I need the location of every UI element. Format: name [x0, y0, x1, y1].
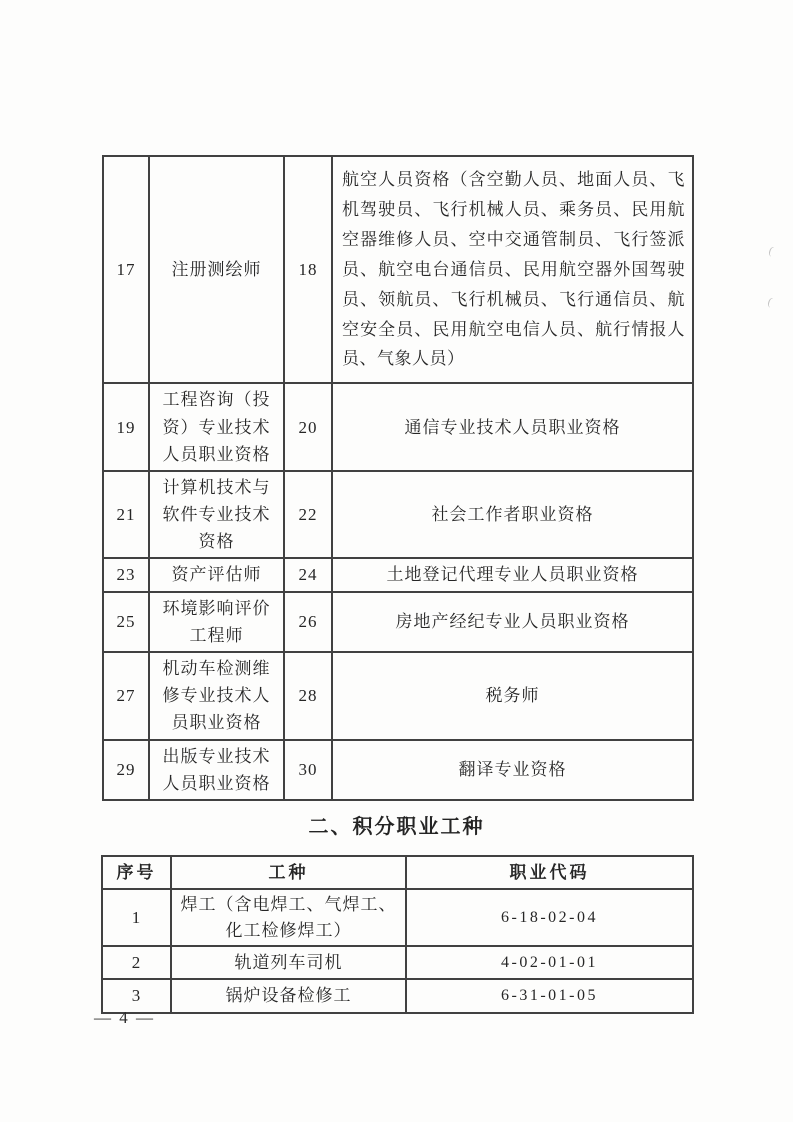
table-row [103, 558, 693, 591]
table-row [102, 889, 693, 946]
job-name-cell: 锅炉设备检修工 [171, 979, 406, 1012]
scan-artifact: ( [766, 295, 774, 309]
qualification-name-cell: 税务师 [332, 652, 693, 740]
seq-cell: 19 [103, 383, 149, 471]
seq-cell: 17 [103, 156, 149, 383]
job-code-cell: 6-31-01-05 [406, 979, 693, 1012]
qualification-name-cell: 土地登记代理专业人员职业资格 [332, 558, 693, 591]
qualification-name-cell: 社会工作者职业资格 [332, 471, 693, 559]
qualification-name-cell: 计算机技术与软件专业技术资格 [149, 471, 284, 559]
seq-cell: 3 [102, 979, 171, 1012]
qualification-name-cell: 资产评估师 [149, 558, 284, 591]
seq-cell: 26 [284, 592, 332, 652]
seq-cell: 20 [284, 383, 332, 471]
seq-cell: 22 [284, 471, 332, 559]
qualification-name-cell: 环境影响评价工程师 [149, 592, 284, 652]
table-row [103, 592, 693, 652]
column-header-code: 职业代码 [406, 856, 693, 889]
qualification-name-cell: 航空人员资格（含空勤人员、地面人员、飞机驾驶员、飞行机械人员、乘务员、民用航空器维修人员、空中交通管制员、飞行签派员、航空电台通信员、民用航空器外国驾驶员、领航员、飞行机械员、飞行通信员、航空安全员、民用航空电信人员、航行情报人员、气象人员） [332, 156, 693, 383]
table-header-row [102, 856, 693, 889]
scan-artifact: ( [767, 244, 775, 258]
column-header-job: 工种 [171, 856, 406, 889]
seq-cell: 30 [284, 740, 332, 800]
section-title: 二、积分职业工种 [308, 816, 485, 838]
seq-cell: 2 [102, 946, 171, 979]
qualification-name-cell: 翻译专业资格 [332, 740, 693, 800]
seq-cell: 25 [103, 592, 149, 652]
qualification-name-cell: 出版专业技术人员职业资格 [149, 740, 284, 800]
qualification-name-cell: 房地产经纪专业人员职业资格 [332, 592, 693, 652]
column-header-seq: 序号 [102, 856, 171, 889]
page-number: — 4 — [94, 1008, 155, 1027]
seq-cell: 28 [284, 652, 332, 740]
seq-cell: 23 [103, 558, 149, 591]
table-row [103, 652, 693, 740]
seq-cell: 24 [284, 558, 332, 591]
seq-cell: 1 [102, 889, 171, 946]
qualification-name-cell: 注册测绘师 [149, 156, 284, 383]
seq-cell: 18 [284, 156, 332, 383]
table-row [103, 156, 693, 383]
table-row [103, 471, 693, 559]
table-row [102, 979, 693, 1012]
job-code-cell: 6-18-02-04 [406, 889, 693, 946]
qualification-name-cell: 通信专业技术人员职业资格 [332, 383, 693, 471]
job-name-cell: 轨道列车司机 [171, 946, 406, 979]
seq-cell: 21 [103, 471, 149, 559]
table-row [103, 383, 693, 471]
qualification-table [102, 155, 694, 801]
qualification-name-cell: 机动车检测维修专业技术人员职业资格 [149, 652, 284, 740]
seq-cell: 29 [103, 740, 149, 800]
job-codes-table [101, 855, 694, 1014]
table-row [103, 740, 693, 800]
job-code-cell: 4-02-01-01 [406, 946, 693, 979]
qualification-name-cell: 工程咨询（投资）专业技术人员职业资格 [149, 383, 284, 471]
job-name-cell: 焊工（含电焊工、气焊工、化工检修焊工） [171, 889, 406, 946]
table-row [102, 946, 693, 979]
seq-cell: 27 [103, 652, 149, 740]
